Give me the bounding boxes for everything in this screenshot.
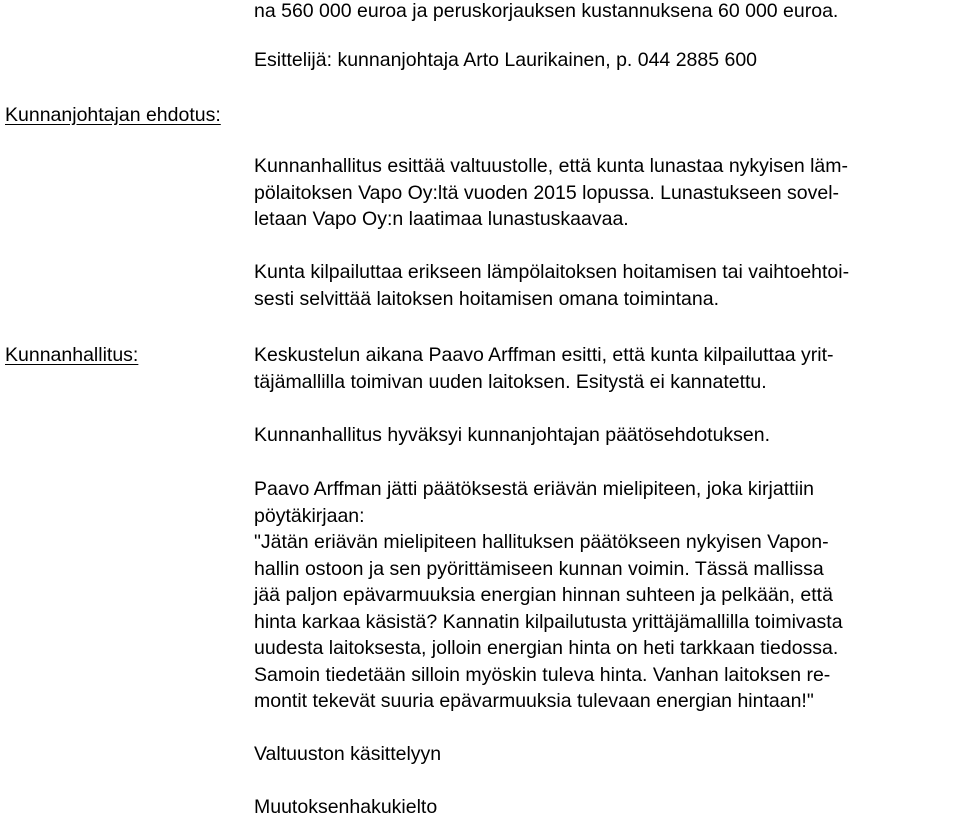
text-line: sesti selvittää laitoksen hoitamisen omana toimintana. [254,287,719,310]
board-paragraph-2 [254,422,954,449]
text-line: täjämallilla toimivan uuden laitoksen. Esitystä ei kannatettu. [254,370,767,393]
board-label: Kunnanhallitus: [5,344,139,366]
text-line: montit tekevät suuria epävarmuuksia tulevaan energian hintaan!" [254,690,814,712]
text-line: Kunta kilpailuttaa erikseen lämpölaitoksen hoitamisen tai vaihtoehtoi- [254,261,850,283]
text-line: hinta karkaa käsistä? Kannatin kilpailutusta yrittäjämallilla toimivasta [254,610,843,633]
proposal-paragraph-2 [254,259,954,312]
text-line: hallin ostoon ja sen pyörittämiseen kunnan voimin. Tässä mallissa [254,557,824,580]
text-line: Esittelijä: kunnanjohtaja Arto Laurikainen, p. 044 2885 600 [254,49,758,71]
dissenting-opinion-paragraph [254,476,954,715]
text-line: pöytäkirjaan: [254,504,365,527]
text-line: Keskustelun aikana Paavo Arffman esitti, että kunta kilpailuttaa yrit- [254,344,834,366]
text-line: Muutoksenhakukielto [254,796,438,818]
presenter-paragraph [254,47,954,74]
proposal-paragraph-1 [254,153,954,233]
text-line: Valtuuston käsittelyyn [254,743,442,765]
text-line: Samoin tiedetään silloin myöskin tuleva hinta. Vanhan laitoksen re- [254,663,831,686]
text-line: "Jätän eriävän mielipiteen hallituksen päätökseen nykyisen Vapon- [254,531,829,553]
text-line: na 560 000 euroa ja peruskorjauksen kustannuksena 60 000 euroa. [254,0,839,22]
text-line: Kunnanhallitus esittää valtuustolle, että kunta lunastaa nykyisen läm- [254,155,849,177]
appeal-prohibition-paragraph [254,794,954,821]
text-line: Paavo Arffman jätti päätöksestä eriävän mielipiteen, joka kirjattiin [254,478,815,500]
cost-continuation-paragraph [254,0,954,25]
text-line: uudesta laitoksesta, jolloin energian hinta on heti tarkkaan tiedossa. [254,637,839,659]
text-line: pölaitoksen Vapo Oy:ltä vuoden 2015 lopussa. Lunastukseen sovel- [254,181,840,204]
board-paragraph-1 [254,342,954,395]
text-line: jää paljon epävarmuuksia energian hinnan suhteen ja pelkään, että [254,584,833,606]
text-line: letaan Vapo Oy:n laatimaa lunastuskaavaa. [254,208,629,230]
text-line: Kunnanhallitus hyväksyi kunnanjohtajan päätösehdotuksen. [254,424,771,446]
council-handling-paragraph [254,741,954,768]
proposal-label: Kunnanjohtajan ehdotus: [5,104,221,126]
